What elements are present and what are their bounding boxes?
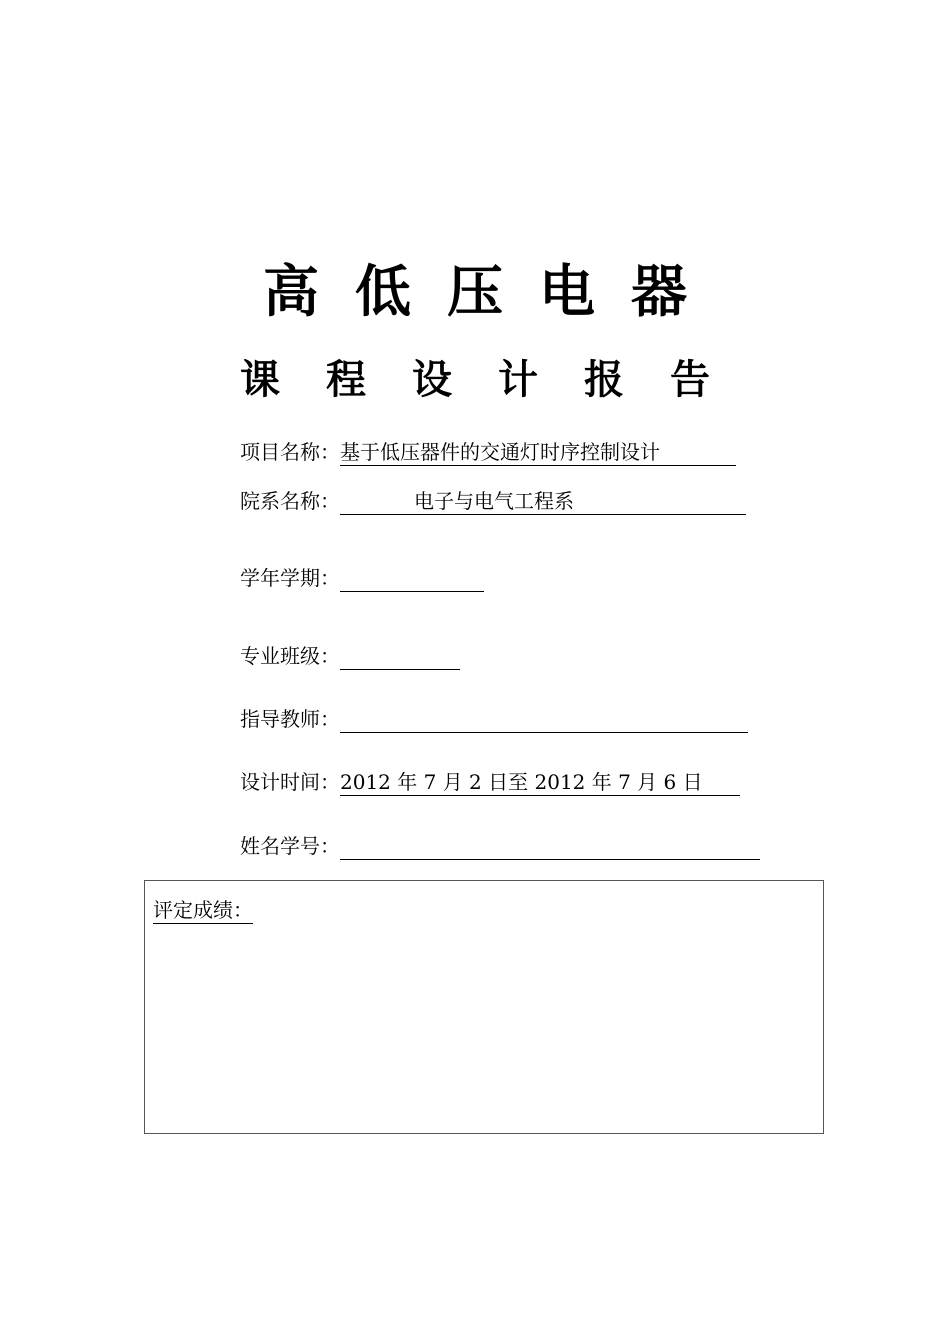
grade-box: [144, 880, 824, 1134]
project-name-field: [240, 436, 736, 466]
department-colon: ：: [320, 489, 340, 513]
department-value: 电子与电气工程系: [414, 489, 574, 513]
department-value-line: [340, 488, 746, 515]
academic-term-label: 学年学期: [240, 566, 320, 590]
advisor-colon: ：: [320, 707, 340, 731]
design-time-field: [240, 766, 740, 796]
department-label: 院系名称: [240, 489, 320, 513]
student-value: [340, 833, 760, 860]
academic-term-colon: ：: [320, 566, 340, 590]
student-colon: ：: [320, 834, 340, 858]
advisor-label: 指导教师: [240, 707, 320, 731]
design-time-label: 设计时间: [240, 770, 320, 794]
report-title-main: 高低压电器: [263, 260, 723, 325]
advisor-value: [340, 706, 748, 733]
department-field: [240, 485, 746, 515]
project-name-value: 基于低压器件的交通灯时序控制设计: [340, 439, 736, 466]
project-name-colon: ：: [320, 440, 340, 464]
design-time-value: 2012 年 7 月 2 日至 2012 年 7 月 6 日: [340, 769, 740, 796]
design-time-colon: ：: [320, 770, 340, 794]
report-title-sub: 课程设计报告: [240, 357, 756, 403]
project-name-label: 项目名称: [240, 440, 320, 464]
student-label: 姓名学号: [240, 834, 320, 858]
major-class-colon: ：: [320, 644, 340, 668]
major-class-value: [340, 643, 460, 670]
major-class-field: [240, 640, 460, 670]
academic-term-field: [240, 562, 484, 592]
academic-term-value: [340, 565, 484, 592]
student-field: [240, 830, 760, 860]
advisor-field: [240, 703, 748, 733]
major-class-label: 专业班级: [240, 644, 320, 668]
grade-label: 评定成绩：: [153, 898, 253, 922]
